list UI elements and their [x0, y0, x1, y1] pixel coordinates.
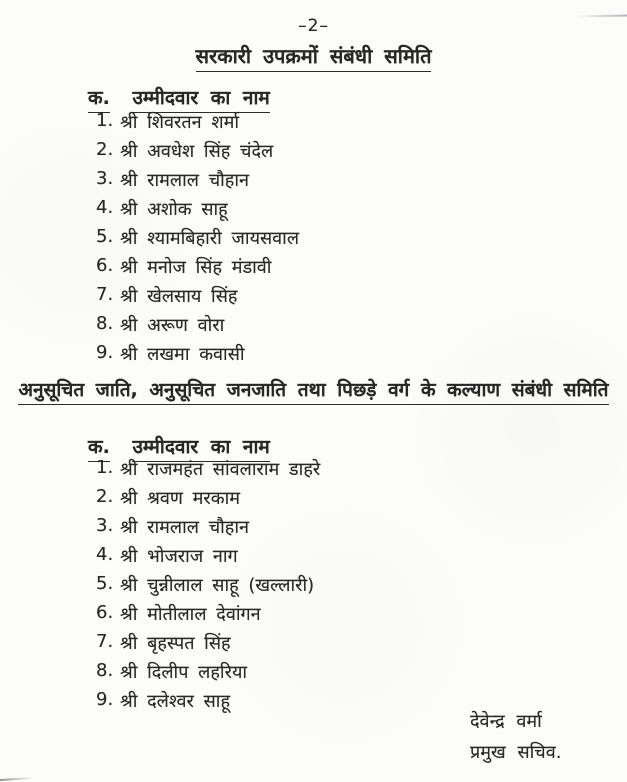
page-number: –2– — [298, 16, 329, 36]
candidate-number: 6. — [96, 602, 114, 623]
candidate-name: श्री मोतीलाल देवांगन — [120, 604, 261, 625]
candidate-name: श्री चुन्नीलाल साहू (खल्लारी) — [120, 575, 315, 596]
column-header-section-1 — [88, 84, 270, 110]
column-header-section-2 — [88, 433, 270, 459]
candidate-row — [96, 602, 320, 631]
candidate-row — [96, 573, 320, 602]
candidate-number: 4. — [96, 197, 114, 218]
candidate-name: श्री श्यामबिहारी जायसवाल — [120, 228, 300, 249]
candidate-number: 1. — [96, 457, 114, 478]
section-title-text: अनुसूचित जाति, अनुसूचित जनजाति तथा पिछड़े वर्ग के कल्याण संबंधी समिति — [18, 379, 608, 405]
candidate-name: श्री दिलीप लहरिया — [120, 662, 248, 683]
candidate-row — [96, 342, 299, 371]
candidate-name: श्री अरूण वोरा — [120, 315, 225, 336]
candidate-number: 1. — [96, 110, 114, 131]
candidate-number: 3. — [96, 515, 114, 536]
candidate-number: 6. — [96, 255, 114, 276]
candidate-name: श्री शिवरतन शर्मा — [120, 112, 240, 133]
candidate-number: 7. — [96, 284, 114, 305]
candidate-number: 5. — [96, 573, 114, 594]
candidate-row — [96, 660, 320, 689]
candidate-list-section-2 — [96, 457, 320, 718]
candidate-row — [96, 197, 299, 226]
column-header-candidate-name: उम्मीदवार का नाम — [132, 87, 269, 113]
candidate-number: 7. — [96, 631, 114, 652]
section-title-text: सरकारी उपक्रमों संबंधी समिति — [196, 44, 432, 72]
candidate-list-section-1 — [96, 110, 299, 371]
candidate-row — [96, 110, 299, 139]
candidate-number: 4. — [96, 544, 114, 565]
candidate-name: श्री श्रवण मरकाम — [120, 488, 240, 509]
candidate-row — [96, 689, 320, 718]
candidate-name: श्री अशोक साहू — [120, 199, 228, 220]
candidate-row — [96, 226, 299, 255]
candidate-name: श्री भोजराज नाग — [120, 546, 238, 567]
section-title-public-undertakings — [0, 42, 627, 69]
candidate-name: श्री राजमहंत सांवलाराम डाहरे — [120, 459, 321, 480]
signature-block — [470, 706, 561, 768]
section-title-scst-welfare — [0, 376, 627, 402]
column-header-candidate-name: उम्मीदवार का नाम — [132, 436, 269, 462]
candidate-number: 9. — [96, 689, 114, 710]
candidate-name: श्री रामलाल चौहान — [120, 517, 250, 538]
candidate-number: 2. — [96, 486, 114, 507]
candidate-row — [96, 457, 320, 486]
candidate-number: 3. — [96, 168, 114, 189]
candidate-name: श्री रामलाल चौहान — [120, 170, 250, 191]
candidate-row — [96, 168, 299, 197]
column-header-serial: क. — [88, 87, 110, 113]
candidate-number: 8. — [96, 660, 114, 681]
column-header-serial: क. — [88, 436, 110, 462]
candidate-number: 8. — [96, 313, 114, 334]
candidate-number: 2. — [96, 139, 114, 160]
scan-artifact-bottom-left — [0, 777, 34, 781]
candidate-row — [96, 631, 320, 660]
candidate-row — [96, 313, 299, 342]
signatory-name: देवेन्द्र वर्मा — [470, 711, 542, 732]
candidate-name: श्री खेलसाय सिंह — [120, 286, 238, 307]
candidate-row — [96, 486, 320, 515]
candidate-row — [96, 255, 299, 284]
candidate-number: 5. — [96, 226, 114, 247]
signatory-designation: प्रमुख सचिव. — [470, 742, 562, 763]
candidate-name: श्री अवधेश सिंह चंदेल — [120, 141, 274, 162]
candidate-name: श्री लखमा कवासी — [120, 344, 245, 365]
candidate-row — [96, 515, 320, 544]
candidate-row — [96, 139, 299, 168]
candidate-name: श्री बृहस्पत सिंह — [120, 633, 231, 654]
candidate-row — [96, 284, 299, 313]
candidate-name: श्री मनोज सिंह मंडावी — [120, 257, 272, 278]
candidate-number: 9. — [96, 342, 114, 363]
candidate-row — [96, 544, 320, 573]
candidate-name: श्री दलेश्वर साहू — [120, 691, 231, 712]
